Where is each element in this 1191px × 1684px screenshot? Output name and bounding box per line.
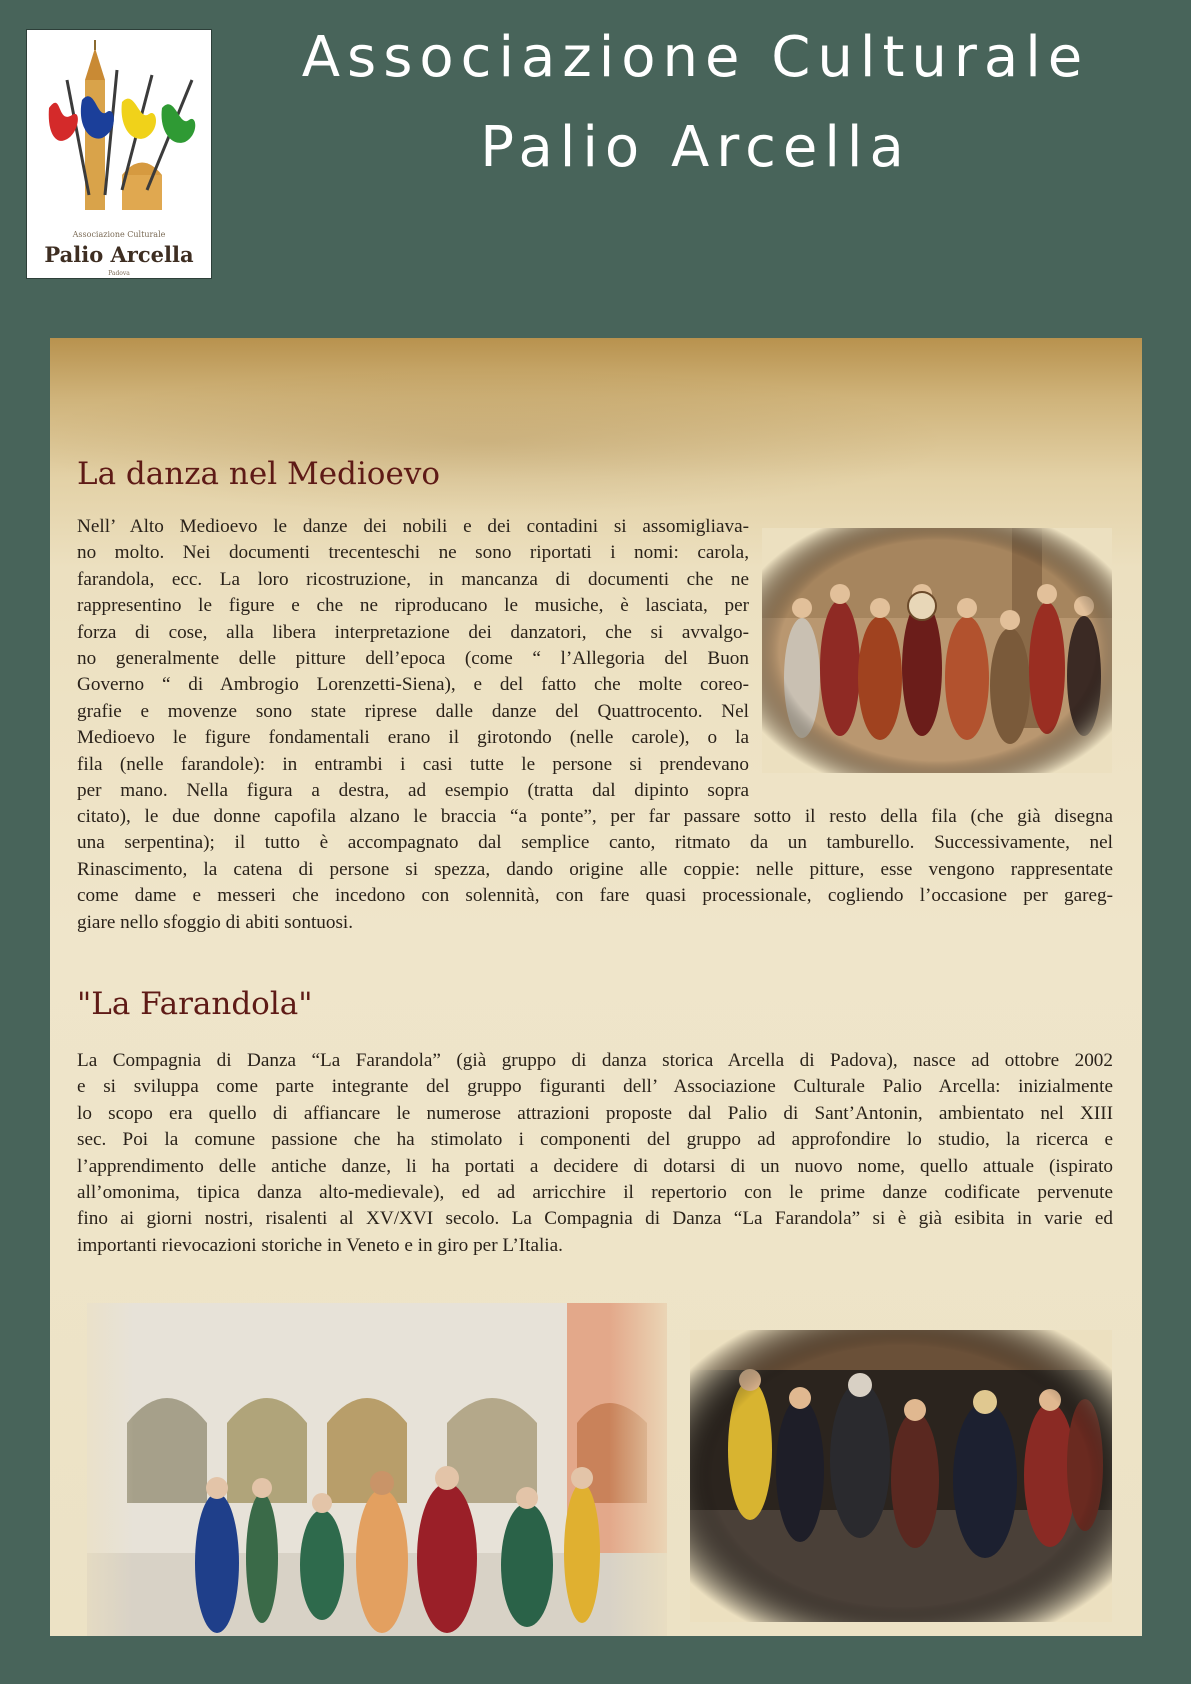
page-title-line1: Associazione Culturale bbox=[301, 25, 1090, 90]
section1-line: come dame e messeri che incedono con solennità, con fare quasi processionale, cogliendo l’occasione per gareg- bbox=[77, 885, 1113, 907]
content-panel bbox=[50, 338, 1142, 1636]
section2-line: l’apprendimento delle antiche danze, li ha portati a decidere di dotarsi di un nuovo nome, quello attuale (ispirato bbox=[77, 1155, 1113, 1177]
section1-text-narrow bbox=[77, 514, 749, 804]
section1-line: grafie e movenze sono state riprese dalle danze del Quattrocento. Nel bbox=[77, 700, 749, 722]
section2-line: importanti rievocazioni storiche in Veneto e in giro per L’Italia. bbox=[77, 1234, 563, 1256]
dancers-courtyard-photo bbox=[87, 1303, 667, 1636]
section1-line: per mano. Nella figura a destra, ad esempio (tratta dal dipinto sopra bbox=[77, 780, 749, 802]
logo-city: Padova bbox=[108, 270, 130, 277]
section2-line: La Compagnia di Danza “La Farandola” (già gruppo di danza storica Arcella di Padova), nasce ad ottobre 2002 bbox=[77, 1050, 1113, 1071]
section2-line: sec. Poi la comune passione che ha stimolato i componenti del gruppo ad approfondire lo studio, la ricerca e bbox=[77, 1129, 1113, 1151]
page-title-line2: Palio Arcella bbox=[480, 115, 911, 180]
section1-line: Nell’ Alto Medioevo le danze dei nobili e dei contadini si assomigliava- bbox=[77, 516, 749, 537]
night-dance-photo bbox=[690, 1330, 1112, 1622]
logo-tower-spire bbox=[85, 48, 105, 80]
section1-line: fila (nelle farandole): in entrambi i casi tutte le persone si prendevano bbox=[77, 753, 749, 775]
logo-name: Palio Arcella bbox=[44, 242, 194, 267]
section1-text-wide bbox=[77, 804, 1113, 936]
section2-line: all’omonima, tipica danza alto-medievale), ed ad arricchire il repertorio con le prime danze codificate pervenute bbox=[77, 1182, 1113, 1204]
section1-line: farandola, ecc. La loro ricostruzione, in mancanza di documenti che ne bbox=[77, 568, 749, 590]
section1-line: una serpentina); il tutto è accompagnato dal semplice canto, ritmato da un tamburello. Successivamente, nel bbox=[77, 832, 1113, 854]
section1-line: giare nello sfoggio di abiti sontuosi. bbox=[77, 911, 354, 933]
section2-line: lo scopo era quello di affiancare le numerose attrazioni proposte dal Palio di Sant’Antonin, ambientato nel XIII bbox=[77, 1102, 1113, 1124]
section2-line: fino ai giorni nostri, risalenti al XV/XVI secolo. La Compagnia di Danza “La Farandola” si è già esibita in varie ed bbox=[77, 1208, 1113, 1230]
logo-flag-yellow bbox=[122, 99, 156, 139]
logo-subtitle: Associazione Culturale bbox=[72, 230, 166, 239]
section1-line: no generalmente delle pitture dell’epoca (come “ l’Allegoria del Buon bbox=[77, 648, 749, 670]
section-heading-medioevo: La danza nel Medioevo bbox=[77, 456, 440, 492]
section1-line: no molto. Nei documenti trecenteschi ne sono riportati i nomi: carola, bbox=[77, 542, 749, 564]
logo-church bbox=[122, 175, 162, 210]
section1-line: rappresentino le figure e che ne riproducano le musiche, è lasciata, per bbox=[77, 595, 749, 617]
section1-line: citato), le due donne capofila alzano le braccia “a ponte”, per far passare sotto il resto della fila (che già disegna bbox=[77, 806, 1113, 827]
section2-text bbox=[77, 1048, 1113, 1259]
fresco-image bbox=[762, 528, 1112, 773]
section1-line: Rinascimento, la catena di persone si spezza, dando origine alle coppie: nelle pitture, esse vengono rappresentate bbox=[77, 858, 1113, 880]
section-heading-farandola: "La Farandola" bbox=[77, 986, 313, 1022]
section1-line: forza di cose, alla libera interpretazione dei danzatori, che si avvalgo- bbox=[77, 621, 749, 643]
section1-line: Governo “ di Ambrogio Lorenzetti-Siena), e del fatto che molte coreo- bbox=[77, 674, 749, 696]
section1-line: Medioevo le figure fondamentali erano il girotondo (nelle carole), o la bbox=[77, 727, 749, 749]
association-logo bbox=[26, 29, 212, 279]
section2-line: e si sviluppa come parte integrante del gruppo figuranti dell’ Associazione Culturale Palio Arcella: inizialmente bbox=[77, 1076, 1113, 1098]
